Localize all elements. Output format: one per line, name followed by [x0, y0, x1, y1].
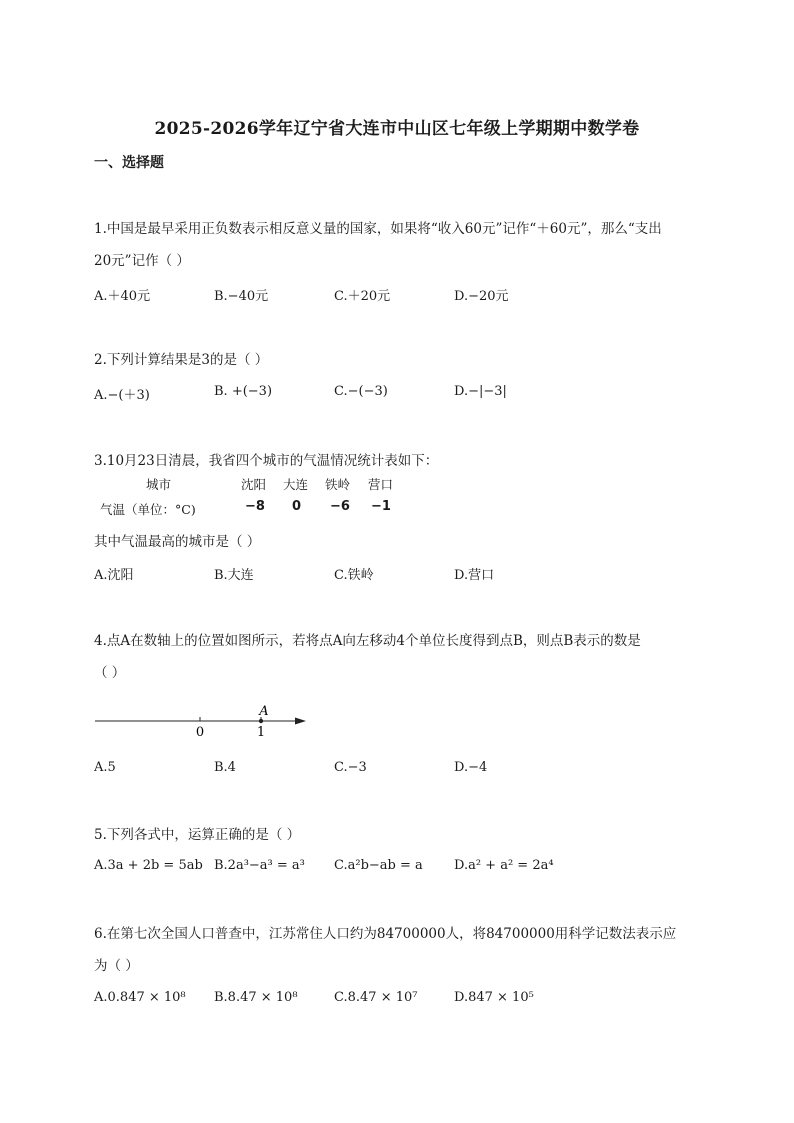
q6-stem-line2: 为（ ）	[94, 958, 139, 974]
q1-stem-line2: 20元”记作（ ）	[94, 253, 190, 269]
q3-table-city: 沈阳	[241, 477, 267, 492]
q1-option-b: B.−40元	[214, 289, 269, 304]
q4-option-d: D.−4	[454, 760, 488, 775]
q3-option-b: B.大连	[214, 568, 254, 583]
q3-table-header-label: 城市	[146, 477, 172, 492]
q5-option-d: D.a² + a² = 2a⁴	[454, 858, 554, 873]
q6-stem-line1: 6.在第七次全国人口普查中，江苏常住人口约为84700000人，将84700000用科学记数法表示应	[94, 926, 677, 942]
q6-option-a: A.0.847 × 10⁸	[94, 990, 186, 1005]
q1-option-d: D.−20元	[454, 289, 509, 304]
q5-option-b: B.2a³−a³ = a³	[214, 858, 305, 873]
q3-option-c: C.铁岭	[334, 568, 374, 583]
q4-option-a: A.5	[94, 760, 116, 775]
number-line-figure	[90, 700, 320, 742]
q3-stem-line2: 其中气温最高的城市是（ ）	[94, 534, 261, 550]
q3-table-temp: −8	[245, 499, 265, 514]
q3-option-a: A.沈阳	[94, 568, 134, 583]
q6-option-b: B.8.47 × 10⁸	[214, 990, 298, 1005]
q5-option-c: C.a²b−ab = a	[334, 858, 423, 873]
number-line-arrow	[295, 718, 306, 725]
section-heading: 一、选择题	[94, 155, 164, 171]
q3-table-row-label: 气温（单位：°C)	[100, 502, 196, 517]
q2-option-b: B. +(−3)	[214, 384, 273, 399]
q3-table-city: 营口	[368, 477, 394, 492]
q3-table-city: 大连	[283, 477, 309, 492]
q5-stem: 5.下列各式中，运算正确的是（ ）	[94, 827, 301, 843]
q1-option-c: C.＋20元	[334, 289, 391, 304]
q3-stem: 3.10月23日清晨，我省四个城市的气温情况统计表如下：	[94, 453, 439, 469]
q4-stem-line2: （ ）	[94, 665, 126, 681]
q2-stem: 2.下列计算结果是3的是（ ）	[94, 352, 269, 368]
page-title: 2025-2026学年辽宁省大连市中山区七年级上学期期中数学卷	[154, 119, 640, 139]
q3-table-temp: −1	[371, 499, 391, 514]
q2-option-a: A.−(＋3)	[94, 388, 150, 403]
tick-label-one: 1	[256, 725, 266, 740]
q5-option-a: A.3a + 2b = 5ab	[94, 858, 203, 873]
q6-option-c: C.8.47 × 10⁷	[334, 990, 418, 1005]
q4-stem-line1: 4.点A在数轴上的位置如图所示，若将点A向左移动4个单位长度得到点B，则点B表示的数是	[94, 633, 641, 649]
q4-option-b: B.4	[214, 760, 236, 775]
q3-table-city: 铁岭	[325, 477, 351, 492]
q2-option-c: C.−(−3)	[334, 384, 388, 399]
point-a-label: A	[259, 704, 269, 719]
q1-option-a: A.＋40元	[94, 289, 151, 304]
q4-option-c: C.−3	[334, 760, 367, 775]
q2-option-d: D.−|−3|	[454, 384, 507, 399]
q3-option-d: D.营口	[454, 568, 495, 583]
q6-option-d: D.847 × 10⁵	[454, 990, 534, 1005]
point-a-dot	[259, 719, 263, 723]
q3-table-temp: 0	[292, 499, 302, 514]
q1-stem-line1: 1.中国是最早采用正负数表示相反意义量的国家，如果将“收入60元”记作“＋60元”，那么“支出	[94, 221, 662, 237]
q3-table-temp: −6	[330, 499, 350, 514]
tick-label-zero: 0	[195, 725, 205, 740]
